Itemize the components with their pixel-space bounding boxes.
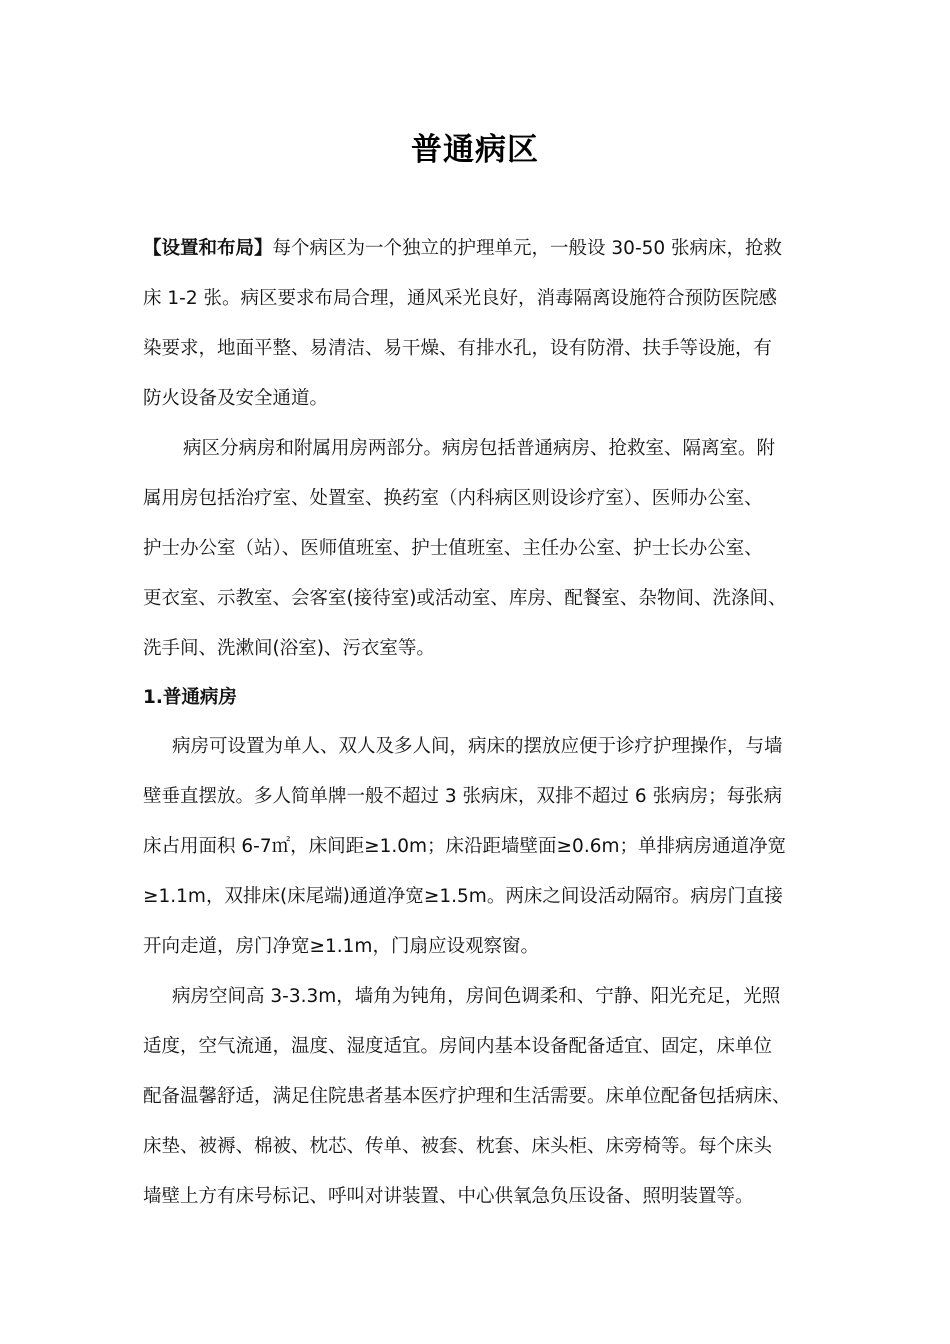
paragraph-line: 床占用面积 6-7㎡，床间距≥1.0m；床沿距墙壁面≥0.6m；单排病房通道净宽 [143, 836, 786, 857]
paragraph-line: 病区分病房和附属用房两部分。病房包括普通病房、抢救室、隔离室。附 [183, 438, 776, 459]
paragraph-line: 壁垂直摆放。多人简单牌一般不超过 3 张病床，双排不超过 6 张病房；每张病 [143, 786, 783, 807]
section-heading: 1.普通病房 [143, 687, 237, 708]
paragraph-line: 床垫、被褥、棉被、枕芯、传单、被套、枕套、床头柜、床旁椅等。每个床头 [143, 1136, 773, 1157]
paragraph-line: ≥1.1m，双排床(床尾端)通道净宽≥1.5m。两床之间设活动隔帘。病房门直接 [143, 886, 783, 907]
paragraph-line: 洗手间、洗漱间(浴室)、污衣室等。 [143, 638, 435, 659]
paragraph-line: 染要求，地面平整、易清洁、易干燥、有排水孔，设有防滑、扶手等设施，有 [143, 338, 773, 359]
paragraph-line: 病房可设置为单人、双人及多人间，病床的摆放应便于诊疗护理操作，与墙 [172, 736, 783, 757]
page-title: 普通病区 [411, 132, 539, 168]
section-label: 【设置和布局】 [143, 238, 273, 259]
paragraph-line: 床 1-2 张。病区要求布局合理，通风采光良好，消毒隔离设施符合预防医院感 [143, 288, 777, 309]
paragraph-line: 更衣室、示教室、会客室(接待室)或活动室、库房、配餐室、杂物间、洗涤间、 [143, 588, 787, 609]
paragraph-line: 适度，空气流通，温度、湿度适宜。房间内基本设备配备适宜、固定，床单位 [143, 1036, 773, 1057]
paragraph-line: 墙壁上方有床号标记、呼叫对讲装置、中心供氧急负压设备、照明装置等。 [143, 1186, 754, 1207]
paragraph-line: 病房空间高 3-3.3m，墙角为钝角，房间色调柔和、宁静、阳光充足，光照 [172, 986, 781, 1007]
paragraph-line: 开向走道，房门净宽≥1.1m，门扇应设观察窗。 [143, 936, 539, 957]
paragraph-line: 护士办公室（站）、医师值班室、护士值班室、主任办公室、护士长办公室、 [143, 538, 763, 559]
paragraph-line: 属用房包括治疗室、处置室、换药室（内科病区则设诊疗室）、医师办公室、 [143, 488, 763, 509]
paragraph-line: 配备温馨舒适，满足住院患者基本医疗护理和生活需要。床单位配备包括病床、 [143, 1086, 791, 1107]
paragraph-text: 每个病区为一个独立的护理单元，一般设 30-50 张病床，抢救 [272, 238, 783, 259]
paragraph-line: 防火设备及安全通道。 [143, 388, 329, 409]
paragraph-line [143, 234, 823, 264]
